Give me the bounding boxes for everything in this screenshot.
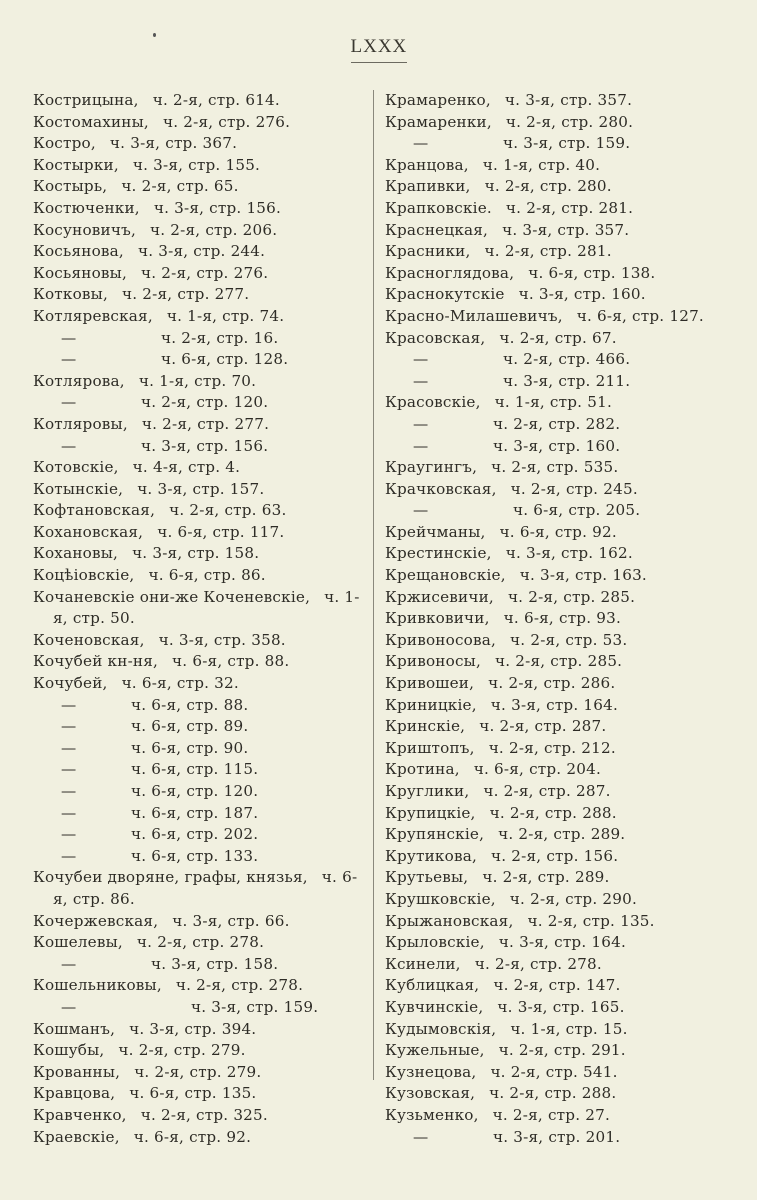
entry-name: Кофтановская, xyxy=(33,501,156,520)
index-entry-continuation xyxy=(385,371,757,393)
ditto-dash: — xyxy=(61,328,77,347)
entry-name: Кудымовскія, xyxy=(385,1019,497,1038)
entry-reference: ч. 2-я, стр. 289. xyxy=(498,825,626,844)
entry-name: Кочубей кн-ня, xyxy=(33,652,159,671)
entry-reference: ч. 3-я, стр. 156. xyxy=(153,198,282,217)
index-entry-continuation xyxy=(385,436,757,458)
entry-reference: ч. 2-я, стр. 278. xyxy=(474,954,602,973)
index-entry xyxy=(33,414,363,436)
entry-name: Котлярова, xyxy=(33,371,125,390)
entry-reference: ч. 3-я, стр. 155. xyxy=(132,155,261,174)
ditto-dash: — xyxy=(413,414,429,433)
entry-name: Кублицкая, xyxy=(385,976,480,995)
index-entry xyxy=(33,198,363,220)
ditto-dash: — xyxy=(61,738,77,757)
entry-name: Кошубы, xyxy=(33,1041,105,1060)
entry-reference: ч. 1-я, стр. 70. xyxy=(138,371,257,390)
index-entry xyxy=(33,543,363,565)
entry-reference: ч. 2-я, стр. 288. xyxy=(489,803,617,822)
index-entry-continuation xyxy=(33,436,363,458)
entry-name: Косьяновы, xyxy=(33,263,127,282)
index-entry-continuation xyxy=(33,716,363,738)
entry-name: Кострицына, xyxy=(33,91,139,109)
ditto-dash: — xyxy=(61,825,77,844)
entry-reference: ч. 1-я, стр. 40. xyxy=(482,155,601,174)
index-entry-continuation xyxy=(33,781,363,803)
entry-name: Крещановскіе, xyxy=(385,566,506,585)
index-column-right xyxy=(385,90,757,1148)
entry-name: Крованны, xyxy=(33,1062,121,1081)
index-entry xyxy=(33,500,363,522)
index-entry xyxy=(385,90,757,112)
entry-reference: ч. 2-я, стр. 65. xyxy=(121,177,239,196)
index-entry xyxy=(33,932,363,954)
entry-name: Крамаренко, xyxy=(385,91,491,109)
entry-reference: ч. 6-я, стр. 86. xyxy=(148,566,266,585)
entry-name: Коцѣіовскіе, xyxy=(33,566,135,585)
index-entry xyxy=(385,241,757,263)
entry-reference: ч. 6-я, стр. 92. xyxy=(133,1127,252,1146)
entry-reference: ч. 3-я, стр. 159. xyxy=(503,134,631,153)
entry-reference: ч. 2-я, стр. 281. xyxy=(484,242,612,261)
entry-name: Кошельниковы, xyxy=(33,976,162,995)
index-entry xyxy=(385,781,757,803)
index-entry-continuation xyxy=(33,349,363,371)
entry-name: Косьянова, xyxy=(33,242,124,261)
entry-reference: ч. 2-я, стр. 278. xyxy=(175,976,304,995)
entry-reference: ч. 2-я, стр. 63. xyxy=(169,501,287,520)
entry-name: Круглики, xyxy=(385,782,470,800)
index-entry xyxy=(385,932,757,954)
index-entry xyxy=(33,112,363,134)
index-entry xyxy=(385,673,757,695)
index-entry xyxy=(33,565,363,587)
entry-name: Крутьевы, xyxy=(385,868,469,887)
entry-name: Крачковская, xyxy=(385,479,497,498)
index-entry xyxy=(33,587,363,630)
entry-name: Красовская, xyxy=(385,328,486,347)
index-entry xyxy=(385,457,757,479)
index-entry xyxy=(385,630,757,652)
entry-reference: ч. 6-я, стр. 90. xyxy=(131,738,249,757)
index-entry xyxy=(33,911,363,933)
entry-reference: ч. 6-я, стр. 88. xyxy=(172,652,290,671)
entry-name: Краснокутскіе xyxy=(385,285,505,304)
index-entry xyxy=(33,1040,363,1062)
entry-reference: ч. 2-я, стр. 287. xyxy=(479,717,607,736)
ditto-dash: — xyxy=(61,760,77,779)
entry-reference: ч. 3-я, стр. 367. xyxy=(109,134,238,153)
entry-reference: ч. 3-я, стр. 158. xyxy=(151,954,279,973)
entry-reference: ч. 2-я, стр. 276. xyxy=(141,263,269,282)
index-entry xyxy=(385,759,757,781)
page-header xyxy=(0,36,757,63)
index-entry-continuation xyxy=(385,133,757,155)
ditto-dash: — xyxy=(413,1127,429,1146)
entry-name: Кувчинскіе, xyxy=(385,997,484,1016)
entry-name: Костюченки, xyxy=(33,198,140,217)
entry-name: Кривоносы, xyxy=(385,652,481,671)
entry-reference: ч. 3-я, стр. 160. xyxy=(493,436,621,455)
index-entry xyxy=(385,1083,757,1105)
entry-reference: ч. 3-я, стр. 211. xyxy=(503,371,631,390)
index-entry xyxy=(385,695,757,717)
entry-reference: ч. 2-я, стр. 282. xyxy=(493,414,621,433)
entry-reference: ч. 6-я, стр. 115. xyxy=(131,760,259,779)
index-entry xyxy=(33,176,363,198)
index-entry xyxy=(33,306,363,328)
ditto-dash: — xyxy=(61,436,77,455)
entry-name: Коченовская, xyxy=(33,630,145,649)
entry-name: Котовскіе, xyxy=(33,458,119,477)
entry-reference: ч. 2-я, стр. 147. xyxy=(493,976,621,995)
index-entry-continuation xyxy=(385,349,757,371)
column-divider xyxy=(373,90,374,1080)
entry-name: Кочубей, xyxy=(33,674,108,693)
entry-name: Крупицкіе, xyxy=(385,803,476,822)
index-entry xyxy=(385,263,757,285)
entry-reference: ч. 2-я, стр. 212. xyxy=(488,738,616,757)
entry-name: Краугингъ, xyxy=(385,458,478,477)
index-entry xyxy=(385,392,757,414)
entry-reference: ч. 3-я, стр. 160. xyxy=(518,285,646,304)
entry-reference: ч. 2-я, стр. 285. xyxy=(494,652,623,671)
entry-name: Ксинели, xyxy=(385,954,461,973)
index-entry-continuation xyxy=(33,759,363,781)
entry-name: Кочаневскіе они-же Коченевскіе, xyxy=(33,587,311,606)
entry-reference: ч. 3-я, стр. 165. xyxy=(497,997,625,1016)
entry-reference: ч. 3-я, стр. 357. xyxy=(504,91,633,109)
index-entry xyxy=(33,371,363,393)
index-entry xyxy=(385,1105,757,1127)
entry-name: Крапковскіе. xyxy=(385,198,492,217)
index-entry-continuation xyxy=(33,738,363,760)
index-entry xyxy=(33,673,363,695)
ditto-dash: — xyxy=(61,350,77,369)
entry-reference: ч. 2-я, стр. 466. xyxy=(503,350,631,369)
ditto-dash: — xyxy=(61,695,77,714)
entry-reference: ч. 1-я, стр. 51. xyxy=(494,393,612,412)
entry-name: Крушковскіе, xyxy=(385,889,496,908)
entry-reference: ч. 2-я, стр. 287. xyxy=(483,782,611,800)
index-entry xyxy=(385,306,757,328)
ditto-dash: — xyxy=(413,134,429,153)
entry-name: Криницкіе, xyxy=(385,695,477,714)
index-entry xyxy=(33,90,363,112)
index-entry xyxy=(385,565,757,587)
index-entry xyxy=(385,176,757,198)
entry-name: Красноглядова, xyxy=(385,263,515,282)
index-entry xyxy=(385,198,757,220)
index-entry xyxy=(33,630,363,652)
entry-reference: ч. 6-я, стр. 204. xyxy=(473,760,601,779)
page-number: LXXX xyxy=(351,36,407,63)
entry-reference: ч. 6-я, стр. 89. xyxy=(131,717,249,736)
index-entry-continuation xyxy=(33,954,363,976)
entry-name: Краевскіе, xyxy=(33,1127,120,1146)
entry-name: Криштопъ, xyxy=(385,738,475,757)
entry-reference: ч. 6-я, стр. 128. xyxy=(161,350,289,369)
index-entry-continuation xyxy=(33,803,363,825)
entry-reference: ч. 2-я, стр. 135. xyxy=(527,911,655,930)
entry-reference: ч. 1-я, стр. 15. xyxy=(510,1019,628,1038)
entry-reference: ч. 6-я, стр. 135. xyxy=(129,1084,257,1103)
entry-reference: ч. 3-я, стр. 201. xyxy=(493,1127,621,1146)
index-entry-continuation xyxy=(33,328,363,350)
entry-name: Крыжановская, xyxy=(385,911,514,930)
ditto-dash: — xyxy=(61,997,77,1016)
entry-name: Кротина, xyxy=(385,760,460,779)
entry-name: Крыловскіе, xyxy=(385,933,485,952)
index-entry xyxy=(33,457,363,479)
entry-name: Кужельные, xyxy=(385,1041,485,1060)
index-entry xyxy=(385,1062,757,1084)
entry-reference: ч. 2-я, стр. 289. xyxy=(482,868,610,887)
ditto-dash: — xyxy=(413,371,429,390)
entry-reference: ч. 2-я, стр. 16. xyxy=(161,328,279,347)
entry-reference: ч. 6-я, стр. 86. xyxy=(53,868,358,908)
index-entry xyxy=(385,889,757,911)
index-entry-continuation xyxy=(33,824,363,846)
entry-reference: ч. 3-я, стр. 394. xyxy=(129,1019,257,1038)
entry-name: Крупянскіе, xyxy=(385,825,485,844)
entry-name: Котковы, xyxy=(33,285,109,304)
entry-reference: ч. 2-я, стр. 120. xyxy=(141,393,269,412)
entry-name: Крестинскіе, xyxy=(385,544,492,563)
entry-name: Кравцова, xyxy=(33,1084,116,1103)
entry-name: Крутикова, xyxy=(385,846,478,865)
entry-reference: ч. 2-я, стр. 206. xyxy=(150,220,278,239)
entry-reference: ч. 3-я, стр. 162. xyxy=(505,544,633,563)
ditto-dash: — xyxy=(413,350,429,369)
index-entry xyxy=(385,522,757,544)
index-entry-continuation xyxy=(385,1127,757,1149)
entry-reference: ч. 2-я, стр. 291. xyxy=(498,1041,626,1060)
entry-name: Крейчманы, xyxy=(385,522,486,541)
entry-reference: ч. 2-я, стр. 288. xyxy=(489,1084,617,1103)
entry-reference: ч. 1-я, стр. 50. xyxy=(53,587,360,628)
index-entry xyxy=(385,155,757,177)
entry-name: Кузнецова, xyxy=(385,1062,477,1081)
entry-reference: ч. 6-я, стр. 133. xyxy=(131,846,259,865)
entry-name: Кузьменко, xyxy=(385,1105,479,1124)
index-entry-continuation xyxy=(33,392,363,414)
index-entry xyxy=(385,587,757,609)
entry-name: Кохановская, xyxy=(33,522,144,541)
index-entry xyxy=(33,1105,363,1127)
entry-name: Красовскіе, xyxy=(385,393,481,412)
entry-name: Крамаренки, xyxy=(385,112,492,131)
index-entry xyxy=(33,263,363,285)
index-entry xyxy=(33,1127,363,1149)
entry-reference: ч. 6-я, стр. 32. xyxy=(121,674,239,693)
entry-name: Кочержевская, xyxy=(33,911,159,930)
index-entry xyxy=(33,1062,363,1084)
entry-name: Кривоносова, xyxy=(385,630,497,649)
index-entry xyxy=(385,997,757,1019)
index-entry xyxy=(33,220,363,242)
index-entry-continuation xyxy=(385,500,757,522)
entry-reference: ч. 3-я, стр. 156. xyxy=(141,436,269,455)
index-entry xyxy=(33,1019,363,1041)
entry-reference: ч. 2-я, стр. 278. xyxy=(136,933,265,952)
entry-reference: ч. 1-я, стр. 74. xyxy=(166,306,285,325)
index-column-left xyxy=(33,90,363,1148)
entry-reference: ч. 2-я, стр. 53. xyxy=(510,630,628,649)
entry-reference: ч. 3-я, стр. 158. xyxy=(132,544,260,563)
index-entry xyxy=(33,975,363,997)
ditto-dash: — xyxy=(413,436,429,455)
index-entry xyxy=(385,1040,757,1062)
entry-name: Костомахины, xyxy=(33,112,149,131)
index-entry xyxy=(33,1083,363,1105)
entry-reference: ч. 2-я, стр. 276. xyxy=(162,112,291,131)
index-entry xyxy=(33,651,363,673)
index-entry xyxy=(385,284,757,306)
index-entry xyxy=(33,479,363,501)
entry-reference: ч. 3-я, стр. 163. xyxy=(519,566,647,585)
index-entry-continuation xyxy=(33,695,363,717)
entry-name: Кузовская, xyxy=(385,1084,476,1103)
entry-name: Краснецкая, xyxy=(385,220,489,239)
entry-reference: ч. 3-я, стр. 157. xyxy=(137,479,265,498)
ditto-dash: — xyxy=(61,393,77,412)
entry-reference: ч. 2-я, стр. 156. xyxy=(491,846,619,865)
index-entry xyxy=(33,284,363,306)
entry-reference: ч. 2-я, стр. 277. xyxy=(122,285,250,304)
entry-reference: ч. 6-я, стр. 202. xyxy=(131,825,259,844)
entry-name: Кривковичи, xyxy=(385,609,490,628)
entry-reference: ч. 2-я, стр. 286. xyxy=(488,674,616,693)
ditto-dash: — xyxy=(61,782,77,800)
entry-reference: ч. 2-я, стр. 280. xyxy=(484,177,612,196)
entry-reference: ч. 3-я, стр. 66. xyxy=(172,911,290,930)
index-entry xyxy=(385,112,757,134)
entry-name: Кошелевы, xyxy=(33,933,123,952)
entry-name: Котляревская, xyxy=(33,306,153,325)
entry-name: Красники, xyxy=(385,242,471,261)
index-entry-continuation xyxy=(385,414,757,436)
entry-reference: ч. 3-я, стр. 244. xyxy=(137,242,266,261)
entry-reference: ч. 6-я, стр. 138. xyxy=(528,263,656,282)
ditto-dash: — xyxy=(61,717,77,736)
entry-name: Кринскіе, xyxy=(385,717,466,736)
entry-reference: ч. 6-я, стр. 93. xyxy=(503,609,622,628)
entry-name: Костырь, xyxy=(33,177,108,196)
entry-reference: ч. 3-я, стр. 164. xyxy=(490,695,619,714)
index-entry xyxy=(385,738,757,760)
ditto-dash: — xyxy=(61,846,77,865)
entry-name: Кривошеи, xyxy=(385,674,475,693)
entry-reference: ч. 2-я, стр. 279. xyxy=(118,1041,246,1060)
entry-reference: ч. 2-я, стр. 541. xyxy=(490,1062,618,1081)
index-entry xyxy=(385,803,757,825)
index-entry xyxy=(385,479,757,501)
index-entry xyxy=(33,867,363,910)
index-entry xyxy=(385,328,757,350)
entry-reference: ч. 6-я, стр. 127. xyxy=(576,306,704,325)
index-entry-continuation xyxy=(33,997,363,1019)
entry-name: Кранцова, xyxy=(385,155,469,174)
entry-reference: ч. 3-я, стр. 358. xyxy=(158,630,286,649)
ditto-dash: — xyxy=(413,501,429,520)
entry-reference: ч. 2-я, стр. 27. xyxy=(492,1105,611,1124)
entry-name: Крапивки, xyxy=(385,177,471,196)
entry-reference: ч. 2-я, стр. 277. xyxy=(141,414,270,433)
ditto-dash: — xyxy=(61,954,77,973)
entry-name: Красно-Милашевичъ, xyxy=(385,306,563,325)
entry-name: Кохановы, xyxy=(33,544,119,563)
entry-reference: ч. 3-я, стр. 159. xyxy=(191,997,319,1016)
index-entry xyxy=(385,543,757,565)
index-entry xyxy=(385,846,757,868)
index-entry xyxy=(33,133,363,155)
entry-reference: ч. 4-я, стр. 4. xyxy=(132,458,241,477)
entry-reference: ч. 2-я, стр. 325. xyxy=(140,1105,268,1124)
entry-reference: ч. 2-я, стр. 280. xyxy=(505,112,634,131)
index-entry xyxy=(385,867,757,889)
entry-reference: ч. 2-я, стр. 285. xyxy=(507,587,636,606)
entry-reference: ч. 2-я, стр. 245. xyxy=(510,479,638,498)
entry-name: Котынскіе, xyxy=(33,479,124,498)
entry-reference: ч. 6-я, стр. 88. xyxy=(131,695,249,714)
index-entry xyxy=(385,954,757,976)
entry-reference: ч. 2-я, стр. 279. xyxy=(134,1062,262,1081)
entry-name: Косуновичъ, xyxy=(33,220,137,239)
index-entry xyxy=(385,220,757,242)
index-entry xyxy=(385,975,757,997)
entry-name: Кошманъ, xyxy=(33,1019,116,1038)
entry-name: Котляровы, xyxy=(33,414,128,433)
entry-reference: ч. 2-я, стр. 281. xyxy=(505,198,634,217)
entry-reference: ч. 6-я, стр. 117. xyxy=(157,522,285,541)
index-entry xyxy=(33,522,363,544)
entry-reference: ч. 2-я, стр. 614. xyxy=(152,91,280,109)
index-entry xyxy=(385,911,757,933)
entry-reference: ч. 6-я, стр. 92. xyxy=(499,522,617,541)
index-entry xyxy=(385,608,757,630)
ditto-dash: — xyxy=(61,803,77,822)
entry-reference: ч. 6-я, стр. 187. xyxy=(131,803,259,822)
entry-name: Костырки, xyxy=(33,155,119,174)
index-entry xyxy=(33,155,363,177)
entry-reference: ч. 2-я, стр. 535. xyxy=(491,458,619,477)
entry-name: Кочубеи дворяне, графы, князья, xyxy=(33,868,308,887)
index-entry xyxy=(385,824,757,846)
entry-reference: ч. 2-я, стр. 290. xyxy=(509,889,638,908)
entry-reference: ч. 3-я, стр. 164. xyxy=(498,933,627,952)
entry-reference: ч. 6-я, стр. 205. xyxy=(513,501,641,520)
entry-reference: ч. 6-я, стр. 120. xyxy=(131,782,259,800)
entry-name: Костро, xyxy=(33,134,96,153)
index-entry xyxy=(33,241,363,263)
entry-name: Кржисевичи, xyxy=(385,587,494,606)
entry-reference: ч. 2-я, стр. 67. xyxy=(499,328,617,347)
index-entry xyxy=(385,1019,757,1041)
entry-reference: ч. 3-я, стр. 357. xyxy=(502,220,630,239)
index-entry xyxy=(385,651,757,673)
index-entry-continuation xyxy=(33,846,363,868)
entry-name: Кравченко, xyxy=(33,1105,127,1124)
index-entry xyxy=(385,716,757,738)
